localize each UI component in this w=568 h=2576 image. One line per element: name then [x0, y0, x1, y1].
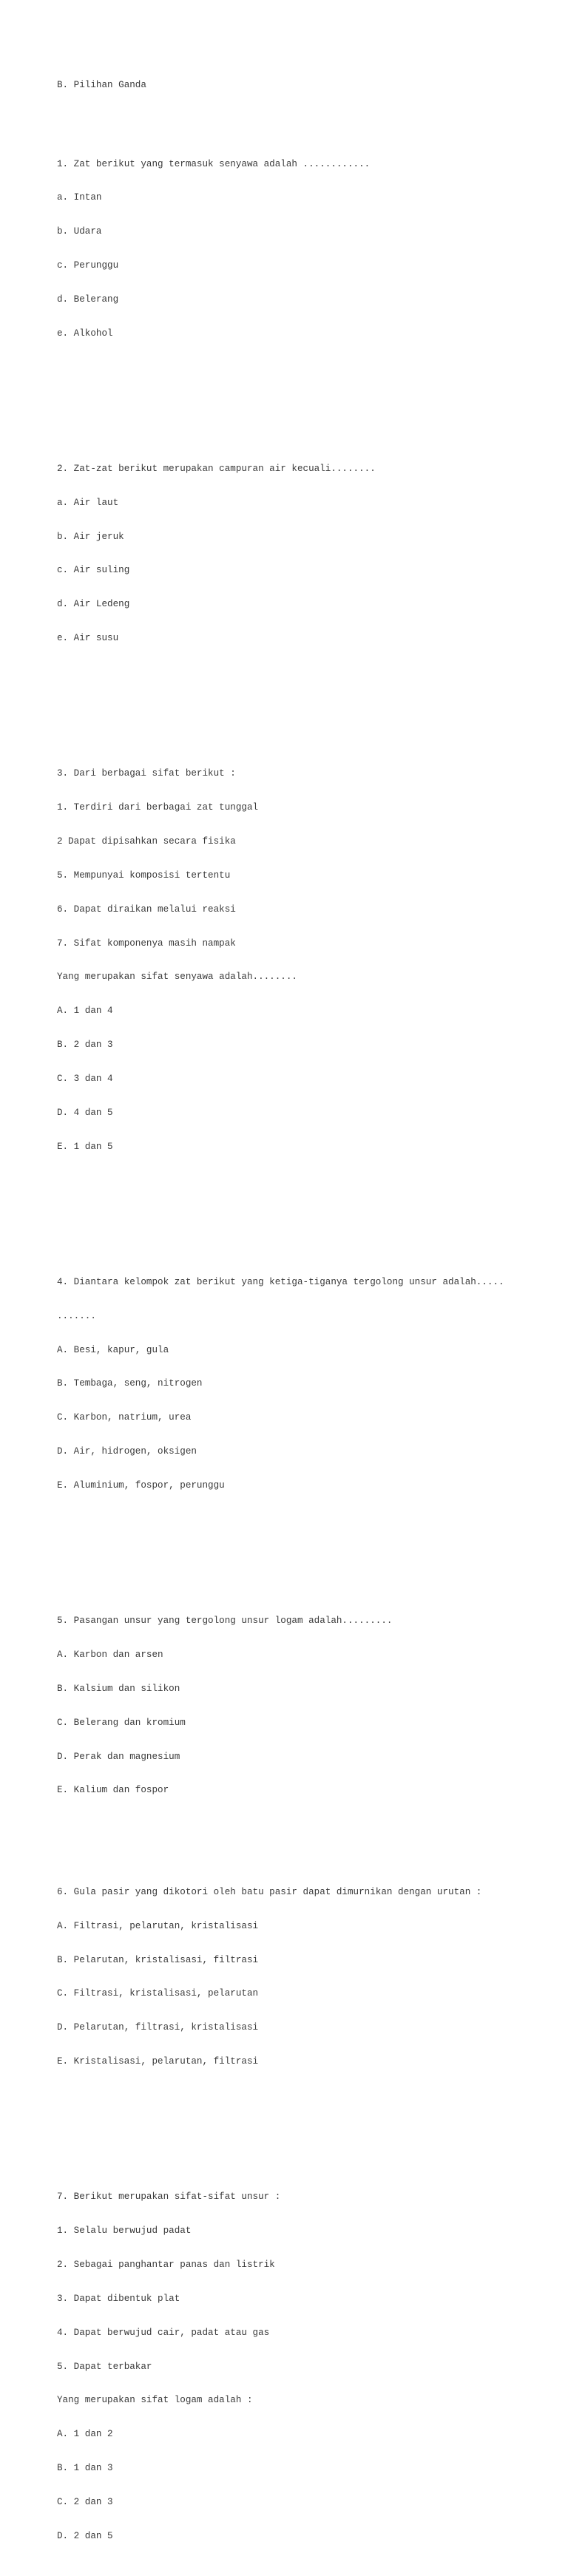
option: c. Perunggu	[57, 260, 119, 271]
question-prompt: 6. Gula pasir yang dikotori oleh batu pasir dapat dimurnikan dengan urutan :	[57, 1886, 482, 1897]
option: D. 2 dan 5	[57, 2530, 113, 2541]
spacer	[57, 1536, 504, 1548]
option: B. 2 dan 3	[57, 1040, 113, 1051]
option: C. Belerang dan kromium	[57, 1717, 186, 1728]
option: D. Pelarutan, filtrasi, kristalisasi	[57, 2022, 259, 2033]
option: B. Kalsium dan silikon	[57, 1683, 180, 1694]
statement: 2. Sebagai panghantar panas dan listrik	[57, 2260, 275, 2271]
spacer	[57, 2112, 504, 2123]
question-text: Yang merupakan sifat logam adalah :	[57, 2395, 253, 2406]
statement: 6. Dapat diraikan melalui reaksi	[57, 904, 236, 915]
question-prompt: 7. Berikut merupakan sifat-sifat unsur :	[57, 2192, 281, 2203]
option: B. Pelarutan, kristalisasi, filtrasi	[57, 1954, 259, 1965]
option: E. Aluminium, fospor, perunggu	[57, 1479, 225, 1491]
question-text: Yang merupakan sifat senyawa adalah........	[57, 972, 297, 983]
option: a. Intan	[57, 192, 102, 203]
spacer	[57, 1198, 504, 1209]
statement: 5. Mempunyai komposisi tertentu	[57, 870, 231, 881]
question-5	[57, 1593, 504, 1820]
question-6	[57, 1864, 504, 2090]
statement: 1. Terdiri dari berbagai zat tunggal	[57, 802, 259, 813]
question-prompt-continued: .......	[57, 1310, 96, 1321]
option: E. 1 dan 5	[57, 1141, 113, 1152]
option: D. Air, hidrogen, oksigen	[57, 1446, 197, 1457]
question-prompt: 1. Zat berikut yang termasuk senyawa adalah ............	[57, 158, 371, 169]
option: e. Air susu	[57, 633, 119, 644]
option: d. Belerang	[57, 294, 119, 305]
option: B. Tembaga, seng, nitrogen	[57, 1378, 203, 1389]
option: C. 2 dan 3	[57, 2496, 113, 2507]
document-page	[57, 57, 504, 2576]
option: b. Udara	[57, 226, 102, 237]
question-7	[57, 2169, 504, 2565]
option: a. Air laut	[57, 497, 119, 508]
option: C. Filtrasi, kristalisasi, pelarutan	[57, 1988, 259, 1999]
option: d. Air Ledeng	[57, 599, 130, 610]
question-3	[57, 746, 504, 1176]
statement: 3. Dapat dibentuk plat	[57, 2293, 180, 2304]
statement: 7. Sifat komponenya masih nampak	[57, 938, 236, 949]
option: b. Air jeruk	[57, 531, 124, 542]
option: E. Kristalisasi, pelarutan, filtrasi	[57, 2056, 259, 2067]
option: A. Besi, kapur, gula	[57, 1344, 169, 1355]
option: D. 4 dan 5	[57, 1107, 113, 1118]
option: D. Perak dan magnesium	[57, 1751, 180, 1762]
option: A. 1 dan 2	[57, 2429, 113, 2440]
option: A. 1 dan 4	[57, 1006, 113, 1017]
option: A. Filtrasi, pelarutan, kristalisasi	[57, 1920, 259, 1931]
spacer	[57, 384, 504, 396]
statement: 5. Dapat terbakar	[57, 2361, 152, 2372]
statement: 2 Dapat dipisahkan secara fisika	[57, 836, 236, 847]
question-4	[57, 1254, 504, 1514]
question-prompt: 4. Diantara kelompok zat berikut yang ketiga-tiganya tergolong unsur adalah.....	[57, 1276, 504, 1287]
spacer	[57, 690, 504, 701]
question-1	[57, 136, 504, 362]
question-2	[57, 441, 504, 667]
section-title: B. Pilihan Ganda	[57, 79, 146, 90]
statement: 4. Dapat berwujud cair, padat atau gas	[57, 2327, 270, 2338]
question-prompt: 3. Dari berbagai sifat berikut :	[57, 768, 236, 779]
option: E. Kalium dan fospor	[57, 1785, 169, 1796]
option: B. 1 dan 3	[57, 2463, 113, 2474]
question-prompt: 5. Pasangan unsur yang tergolong unsur logam adalah.........	[57, 1616, 393, 1627]
statement: 1. Selalu berwujud padat	[57, 2226, 192, 2237]
option: e. Alkohol	[57, 328, 113, 339]
question-prompt: 2. Zat-zat berikut merupakan campuran air kecuali........	[57, 464, 376, 474]
option: C. Karbon, natrium, urea	[57, 1412, 192, 1423]
option: A. Karbon dan arsen	[57, 1650, 163, 1661]
option: c. Air suling	[57, 565, 130, 576]
option: C. 3 dan 4	[57, 1073, 113, 1084]
